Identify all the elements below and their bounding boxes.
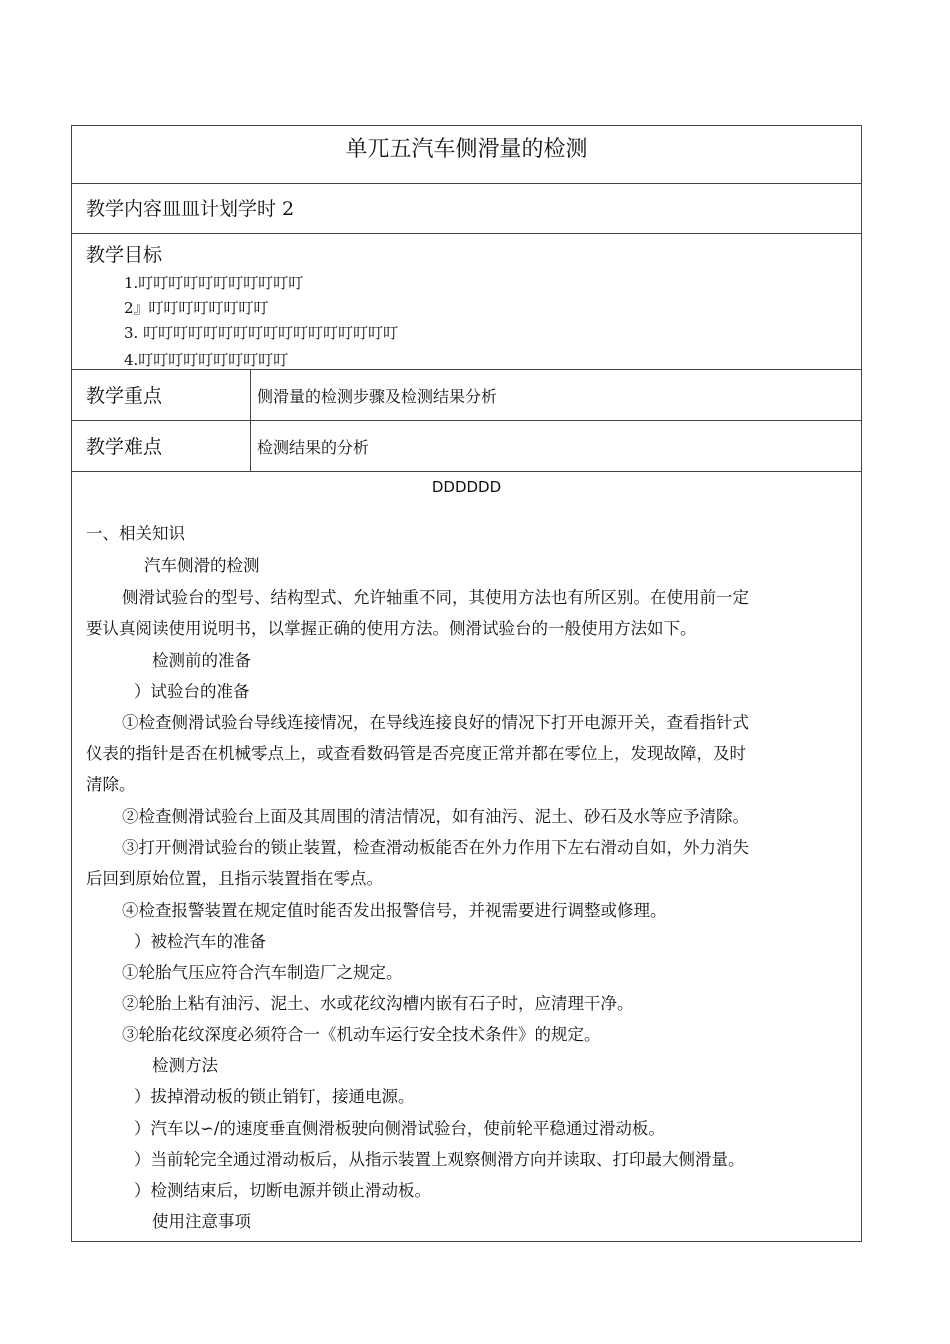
paragraph-line: ）拔掉滑动板的锁止销钉，接通电源。 xyxy=(134,1087,415,1106)
paragraph-line: ）汽车以∽/的速度垂直侧滑板驶向侧滑试验台，使前轮平稳通过滑动板。 xyxy=(134,1119,665,1138)
goals-heading: 教学目标 xyxy=(86,244,163,266)
difficulty-row xyxy=(72,421,861,472)
column-divider xyxy=(250,421,251,471)
paragraph-line: ①轮胎气压应符合汽车制造厂之规定。 xyxy=(122,963,403,982)
goal-item: 4.叮叮叮叮叮叮叮叮叮叮 xyxy=(124,351,289,369)
key-point-label: 教学重点 xyxy=(86,385,163,407)
difficulty-value: 检测结果的分析 xyxy=(257,438,370,457)
subsection-heading: 汽车侧滑的检测 xyxy=(144,556,260,575)
content-body xyxy=(72,472,861,1241)
paragraph-line: 仪表的指针是否在机械零点上，或查看数码管是否亮度正常并都在零位上，发现故障，及时 xyxy=(86,744,746,763)
list-heading: ）试验台的准备 xyxy=(134,682,250,701)
goal-item: 2』叮叮叮叮叮叮叮叮 xyxy=(124,299,269,317)
placeholder-text: DDDDDD xyxy=(431,478,502,496)
content-hours-text: 教学内容皿皿计划学时 2 xyxy=(86,198,295,220)
paragraph-line: ③轮胎花纹深度必须符合一《机动车运行安全技术条件》的规定。 xyxy=(122,1025,601,1044)
paragraph-line: 侧滑试验台的型号、结构型式、允许轴重不同，其使用方法也有所区别。在使用前一定 xyxy=(122,588,749,607)
paragraph-line: 后回到原始位置，且指示装置指在零点。 xyxy=(86,869,383,888)
subsection-heading: 使用注意事项 xyxy=(152,1212,251,1231)
goals-row xyxy=(72,234,861,370)
paragraph-line: ②检查侧滑试验台上面及其周围的清洁情况，如有油污、泥土、砂石及水等应予清除。 xyxy=(122,807,749,826)
paragraph-line: 清除。 xyxy=(86,775,136,794)
paragraph-line: 要认真阅读使用说明书，以掌握正确的使用方法。侧滑试验台的一般使用方法如下。 xyxy=(86,619,697,638)
page-title: 单兀五汽车侧滑量的检测 xyxy=(345,137,588,162)
title-row xyxy=(72,126,861,184)
paragraph-line: ①检查侧滑试验台导线连接情况，在导线连接良好的情况下打开电源开关，查看指针式 xyxy=(122,713,749,732)
key-point-row xyxy=(72,370,861,421)
section-heading: 一、相关知识 xyxy=(86,524,185,543)
goal-item: 3. 叮叮叮叮叮叮叮叮叮叮叮叮叮叮叮叮叮 xyxy=(124,324,399,342)
column-divider xyxy=(250,370,251,420)
paragraph-line: ）当前轮完全通过滑动板后，从指示装置上观察侧滑方向并读取、打印最大侧滑量。 xyxy=(134,1150,745,1169)
lesson-plan-table xyxy=(71,125,862,1242)
list-heading: ）被检汽车的准备 xyxy=(134,932,266,951)
paragraph-line: ）检测结束后，切断电源并锁止滑动板。 xyxy=(134,1181,431,1200)
key-point-value: 侧滑量的检测步骤及检测结果分析 xyxy=(257,387,498,406)
paragraph-line: ④检查报警装置在规定值时能否发出报警信号，并视需要进行调整或修理。 xyxy=(122,901,667,920)
goal-item: 1.叮叮叮叮叮叮叮叮叮叮叮 xyxy=(124,274,304,292)
paragraph-line: ③打开侧滑试验台的锁止装置，检查滑动板能否在外力作用下左右滑动自如，外力消失 xyxy=(122,838,749,857)
paragraph-line: ②轮胎上粘有油污、泥土、水或花纹沟槽内嵌有石子时，应清理干净。 xyxy=(122,994,634,1013)
difficulty-label: 教学难点 xyxy=(86,436,163,458)
content-hours-row xyxy=(72,184,861,234)
subsection-heading: 检测方法 xyxy=(152,1056,218,1075)
subsection-heading: 检测前的准备 xyxy=(152,651,251,670)
